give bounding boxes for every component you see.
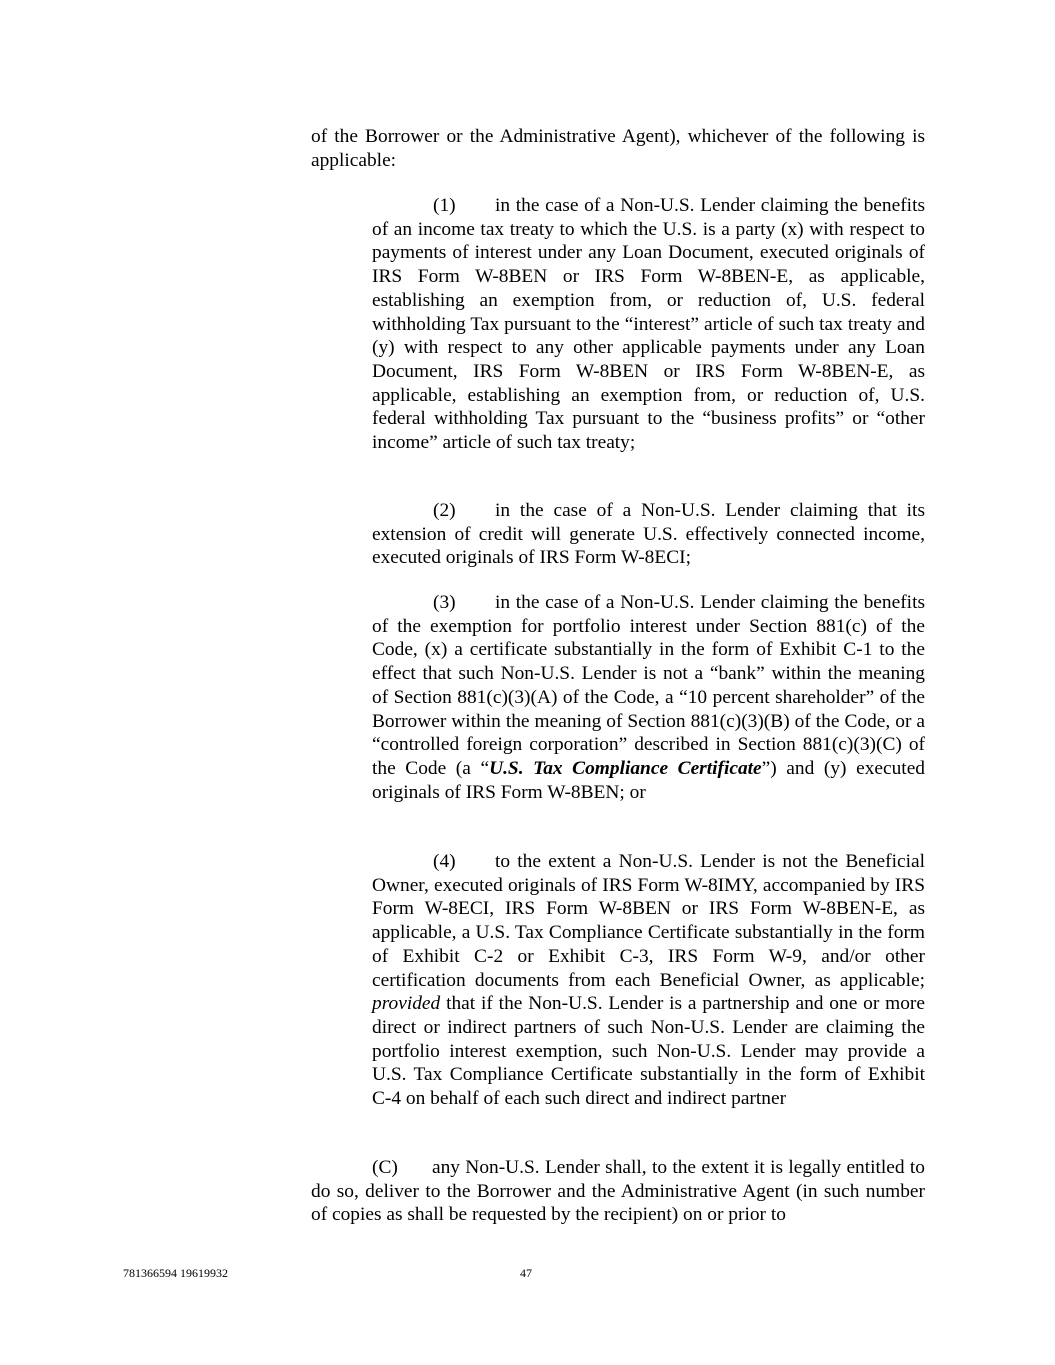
item-text: in the case of a Non-U.S. Lender claiming the benefits of an income tax treaty to which the U.S. is a party (x) with respect to payments of interest under any Loan Document, executed originals of IRS Form W-8BEN or IRS Form W-8BEN-E, as applicable, establishing an exemption from, or reduction of, U.S. federal withholding Tax pursuant to the “interest” article of such tax treaty and (y) with respect to any other applicable payments under any Loan Document, IRS Form W-8BEN or IRS Form W-8BEN-E, as applicable, establishing an exemption from, or reduction of, U.S. federal withholding Tax pursuant to the “business profits” or “other income” article of such tax treaty;: [372, 195, 925, 454]
item-text-before: to the extent a Non-U.S. Lender is not the Beneficial Owner, executed originals of IRS Form W-8IMY, accompanied by IRS Form W-8ECI, IRS Form W-8BEN or IRS Form W-8BEN-E, as applicable, a U.S. Tax Compliance Certificate substantially in the form of Exhibit C-2 or Exhibit C-3, IRS Form W-9, and/or other certification documents from each Beneficial Owner, as applicable;: [372, 851, 925, 991]
item-text: in the case of a Non-U.S. Lender claiming that its extension of credit will generate U.S. effectively connected income, executed originals of IRS Form W-8ECI;: [372, 500, 925, 569]
footer-page-number: 47: [520, 1266, 532, 1280]
list-item-2: [372, 499, 925, 570]
item-number: (3): [433, 592, 456, 613]
clause-c-paragraph: [311, 1156, 925, 1227]
list-item-3: [372, 591, 925, 804]
item-text-after: ”) and (y) executed originals of IRS Form W-8BEN; or: [372, 757, 925, 803]
item-number: (1): [433, 195, 456, 216]
item-text-before: in the case of a Non-U.S. Lender claiming the benefits of the exemption for portfolio interest under Section 881(c) of the Code, (x) a certificate substantially in the form of Exhibit C-1 to the effect that such Non-U.S. Lender is not a “bank” within the meaning of Section 881(c)(3)(A) of the Code, a “10 percent shareholder” of the Borrower within the meaning of Section 881(c)(3)(B) of the Code, or a “controlled foreign corporation” described in Section 881(c)(3)(C) of the Code (a “: [372, 592, 925, 779]
item-number: (2): [433, 500, 456, 521]
item-number: (4): [433, 851, 456, 872]
defined-term: U.S. Tax Compliance Certificate: [489, 757, 762, 779]
clause-number: (C): [372, 1157, 398, 1178]
item-text-after: that if the Non-U.S. Lender is a partnership and one or more direct or indirect partners of such Non-U.S. Lender are claiming the portfolio interest exemption, such Non-U.S. Lender may provide a U.S. Tax Compliance Certificate substantially in the form of Exhibit C-4 on behalf of each such direct and indirect partner: [372, 993, 925, 1110]
list-item-4: [372, 850, 925, 1111]
list-item-1: [372, 194, 925, 455]
proviso-term: provided: [372, 993, 441, 1015]
intro-paragraph: of the Borrower or the Administrative Agent), whichever of the following is applicable:: [311, 126, 925, 171]
clause-text: any Non-U.S. Lender shall, to the extent it is legally entitled to do so, deliver to the Borrower and the Administrative Agent (in such number of copies as shall be requested by the recipient) on or prior to: [311, 1157, 925, 1226]
footer-doc-id: 781366594 19619932: [123, 1266, 228, 1280]
